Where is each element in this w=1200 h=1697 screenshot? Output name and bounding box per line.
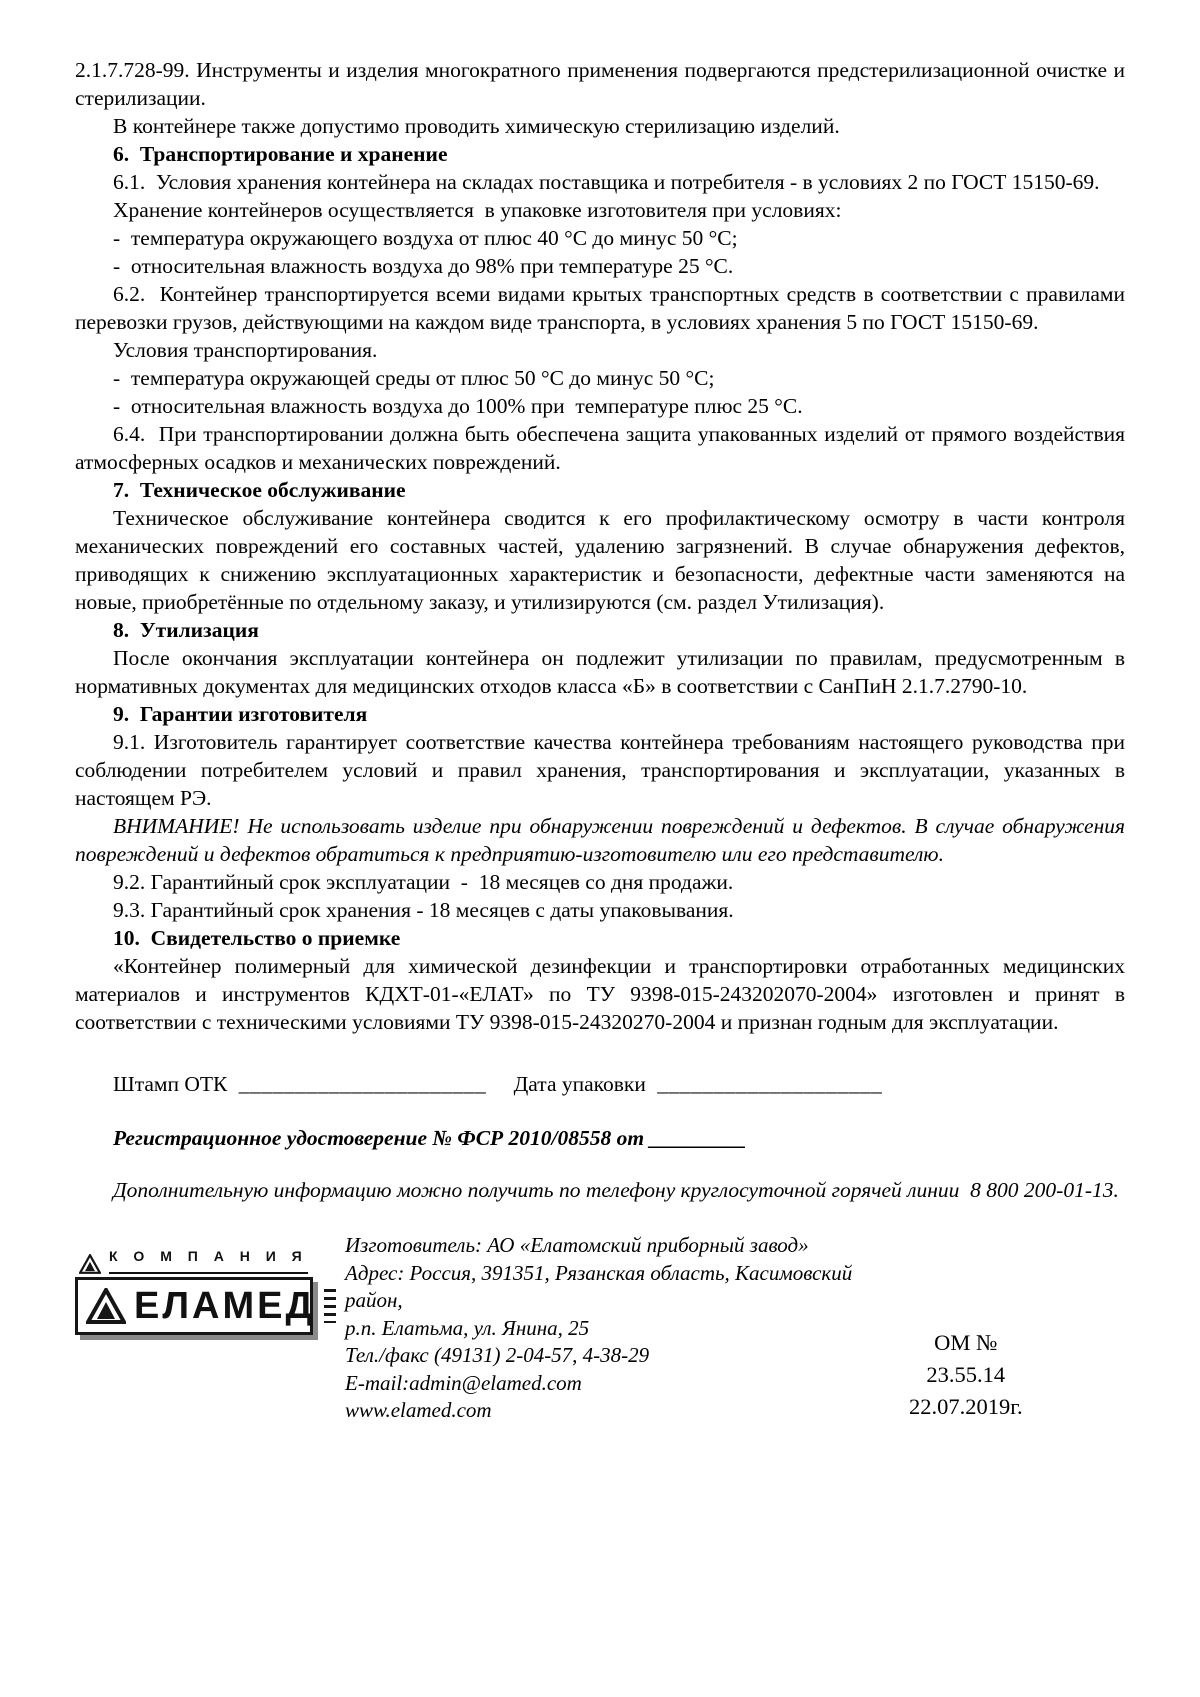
packing-date-blank: ____________________ (657, 1072, 883, 1096)
paragraph-transport-protection: 6.4. При транспортировании должна быть обеспечена защита упакованных изделий от прямого воздействия атмосферных осадков и механических повреждений. (75, 422, 1125, 474)
elamed-logo (75, 1232, 316, 1335)
logo-top-row (75, 1242, 313, 1274)
logo-brand-text: ЕЛАМЕД (134, 1285, 316, 1327)
document-date: 22.07.2019г. (909, 1393, 1023, 1419)
packing-date-label: Дата упаковки (513, 1072, 646, 1096)
paragraph-maintenance: Техническое обслуживание контейнера сводится к его профилактическому осмотру в части контроля механических повреждений его составных частей, удалению загрязнений. В случае обнаружения дефектов, приводящих к снижению эксплуатационных характеристик и безопасности, дефектные части заменяются на новые, приобретённые по отдельному заказу, и утилизируются (см. раздел Утилизация). (75, 506, 1125, 614)
paragraph-warranty-storage: 9.3. Гарантийный срок хранения - 18 месяцев с даты упаковывания. (113, 898, 734, 922)
paragraph-utilization: После окончания эксплуатации контейнера он подлежит утилизации по правилам, предусмотренным в нормативных документах для медицинских отходов класса «Б» в соответствии с СанПиН 2.1.7.2790-10. (75, 646, 1125, 698)
list-item-transport-humidity: - относительная влажность воздуха до 100% при температуре плюс 25 °С. (113, 394, 803, 418)
logo-stripes-decoration (324, 1289, 336, 1323)
paragraph-chemical-sterilization: В контейнере также допустимо проводить химическую стерилизацию изделий. (113, 114, 840, 138)
section-heading-maintenance: 7. Техническое обслуживание (113, 478, 406, 502)
paragraph-storage-intro: Хранение контейнеров осуществляется в упаковке изготовителя при условиях: (113, 198, 842, 222)
section-heading-acceptance: 10. Свидетельство о приемке (113, 926, 401, 950)
elamed-triangle-icon (86, 1288, 126, 1324)
paragraph-continuation: 2.1.7.728-99. Инструменты и изделия многократного применения подвергаются предстерилизационной очистке и стерилизации. (75, 58, 1125, 110)
manufacturer-website-line: www.elamed.com (345, 1398, 492, 1422)
manufacturer-info (345, 1232, 895, 1425)
manufacturer-phone-line: Тел./факс (49131) 2-04-57, 4-38-29 (345, 1343, 650, 1367)
manufacturer-address-line-1: Адрес: Россия, 391351, Рязанская область, Касимовский район, (345, 1260, 853, 1312)
elamed-triangle-icon (79, 1254, 101, 1274)
paragraph-storage-conditions: 6.1. Условия хранения контейнера на складах поставщика и потребителя - в условиях 2 по ГОСТ 15150-69. (113, 170, 1100, 194)
list-item-transport-temperature: - температура окружающей среды от плюс 50 °С до минус 50 °С; (113, 366, 715, 390)
paragraph-acceptance-certificate: «Контейнер полимерный для химической дезинфекции и транспортировки отработанных медицинских материалов и инструментов КДХТ-01-«ЕЛАТ» по ТУ 9398-015-243202070-2004» изготовлен и принят в соответствии с техническими условиями ТУ 9398-015-24320270-2004 и признан годным для эксплуатации. (75, 954, 1125, 1034)
paragraph-transport-conditions-intro: Условия транспортирования. (113, 338, 378, 362)
paragraph-warranty-operation: 9.2. Гарантийный срок эксплуатации - 18 месяцев со дня продажи. (113, 870, 734, 894)
list-item-storage-temperature: - температура окружающего воздуха от плюс 40 °С до минус 50 °С; (113, 226, 738, 250)
manufacturer-name-line: Изготовитель: АО «Елатомский приборный завод» (345, 1233, 809, 1257)
manufacturer-address-line-2: р.п. Елатьма, ул. Янина, 25 (345, 1315, 590, 1340)
list-item-storage-humidity: - относительная влажность воздуха до 98% при температуре 25 °С. (113, 254, 734, 278)
footer (75, 1232, 1125, 1425)
section-heading-warranty: 9. Гарантии изготовителя (113, 702, 368, 726)
paragraph-transport-rules: 6.2. Контейнер транспортируется всеми видами крытых транспортных средств в соответствии с правилами перевозки грузов, действующими на каждом виде транспорта, в условиях хранения 5 по ГОСТ 15150-69. (75, 282, 1125, 334)
logo-company-word: К О М П А Н И Я (109, 1242, 308, 1274)
section-heading-transport: 6. Транспортирование и хранение (113, 142, 448, 166)
document-code: ОМ № 23.55.14 (926, 1329, 1006, 1387)
paragraph-warning: ВНИМАНИЕ! Не использовать изделие при обнаружении повреждений и дефектов. В случае обнаружения повреждений и дефектов обратиться к предприятию-изготовителю или его представителю. (75, 814, 1125, 866)
paragraph-warranty-compliance: 9.1. Изготовитель гарантирует соответствие качества контейнера требованиям настоящего руководства при соблюдении потребителем условий и правил хранения, транспортирования и эксплуатации, указанных в настоящем РЭ. (75, 730, 1125, 810)
registration-certificate-line: Регистрационное удостоверение № ФСР 2010/08558 от _________ (113, 1126, 747, 1150)
otk-stamp-label: Штамп ОТК (113, 1072, 228, 1096)
manufacturer-email-line: E-mail:admin@elamed.com (345, 1370, 582, 1395)
hotline-info: Дополнительную информацию можно получить по телефону круглосуточной горячей линии 8 800 200-01-13. (113, 1178, 1119, 1202)
logo-brand-box (75, 1277, 316, 1335)
document-code-block (895, 1327, 1037, 1425)
stamp-line (75, 1070, 1125, 1098)
otk-stamp-blank: ______________________ (238, 1072, 487, 1096)
section-heading-utilization: 8. Утилизация (113, 618, 259, 642)
